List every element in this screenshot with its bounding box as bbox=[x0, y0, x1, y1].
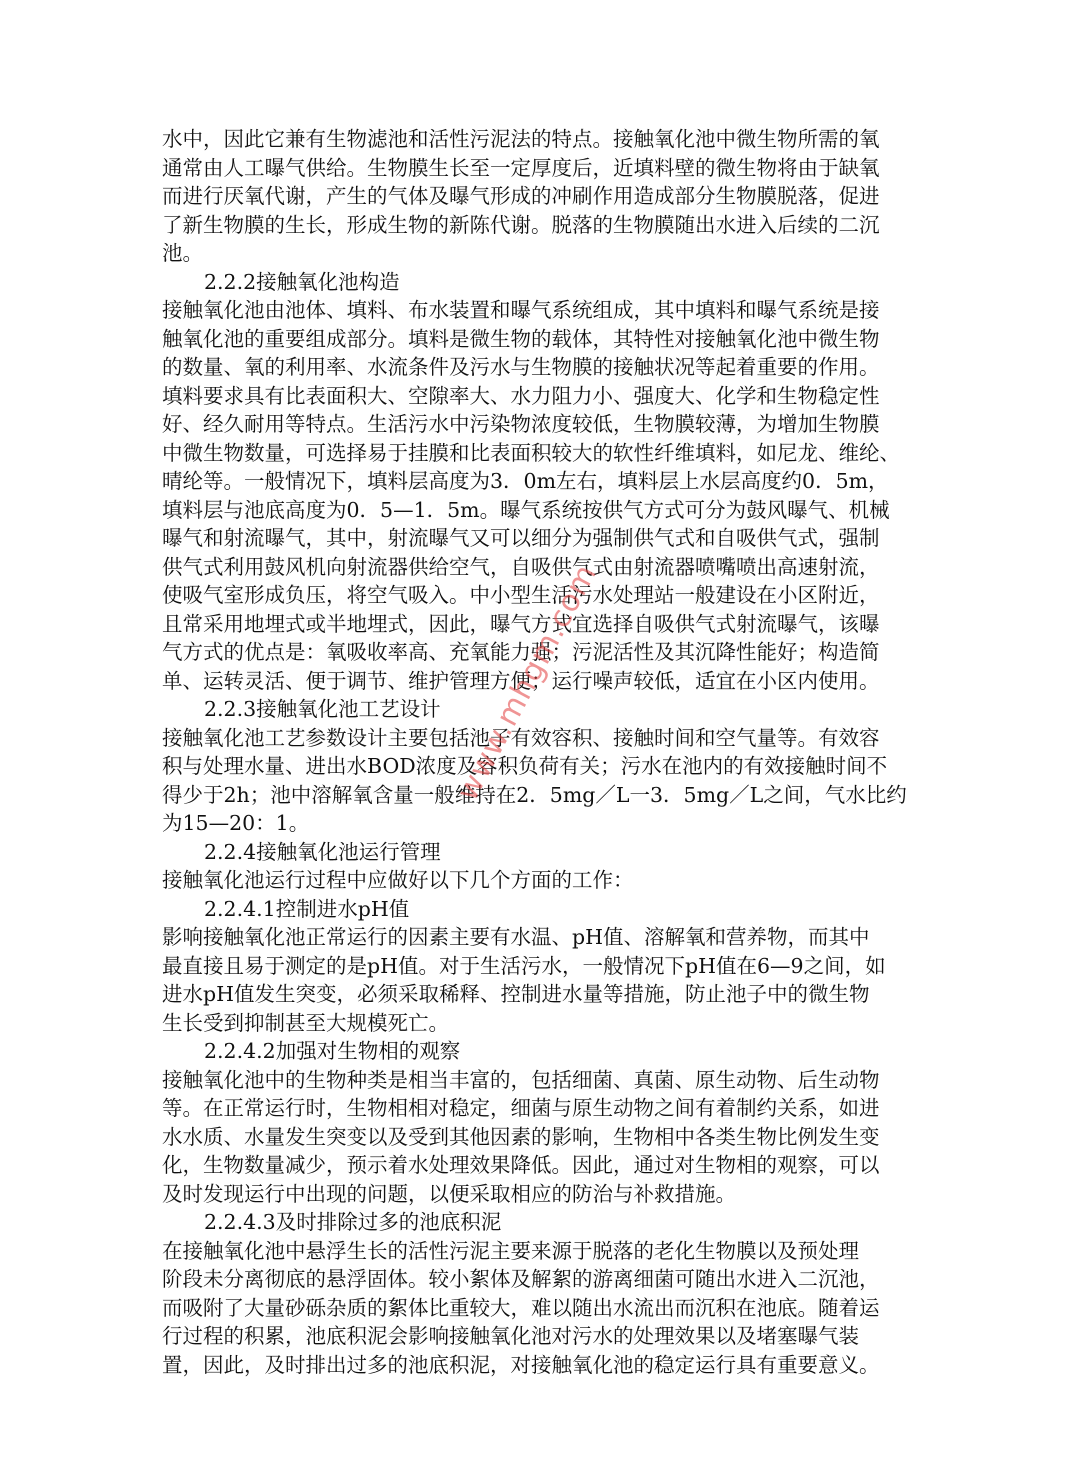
text-line: 气方式的优点是：氧吸收率高、充氧能力强；污泥活性及其沉降性能好；构造简 bbox=[162, 640, 880, 664]
text-line: 接触氧化池运行过程中应做好以下几个方面的工作： bbox=[162, 868, 634, 892]
text-line: 填料要求具有比表面积大、空隙率大、水力阻力小、强度大、化学和生物稳定性 bbox=[162, 383, 880, 408]
section-heading: 2.2.4.2加强对生物相的观察 bbox=[204, 1039, 461, 1063]
section-heading: 2.2.4.1控制进水pH值 bbox=[204, 896, 410, 921]
text-line: 填料层与池底高度为0．5—1．5m。曝气系统按供气方式可分为鼓风曝气、机械 bbox=[162, 497, 890, 522]
text-line: 接触氧化池由池体、填料、布水装置和曝气系统组成，其中填料和曝气系统是接 bbox=[162, 298, 880, 322]
text-line: 池。 bbox=[162, 241, 203, 265]
text-line: 行过程的积累，池底积泥会影响接触氧化池对污水的处理效果以及堵塞曝气装 bbox=[162, 1324, 859, 1348]
text-line: 在接触氧化池中悬浮生长的活性污泥主要来源于脱落的老化生物膜以及预处理 bbox=[162, 1238, 859, 1263]
text-line: 水中，因此它兼有生物滤池和活性污泥法的特点。接触氧化池中微生物所需的氧 bbox=[162, 127, 880, 151]
text-line: 且常采用地埋式或半地埋式，因此，曝气方式宜选择自吸供气式射流曝气，该曝 bbox=[162, 611, 880, 636]
text-line: 及时发现运行中出现的问题，以便采取相应的防治与补救措施。 bbox=[162, 1181, 736, 1206]
text-line: 水水质、水量发生突变以及受到其他因素的影响，生物相中各类生物比例发生变 bbox=[162, 1124, 880, 1149]
text-line: 触氧化池的重要组成部分。填料是微生物的载体，其特性对接触氧化池中微生物 bbox=[162, 326, 880, 351]
section-heading: 2.2.4接触氧化池运行管理 bbox=[204, 839, 441, 864]
text-line: 的数量、氧的利用率、水流条件及污水与生物膜的接触状况等起着重要的作用。 bbox=[162, 355, 880, 379]
text-line: 最直接且易于测定的是pH值。对于生活污水，一般情况下pH值在6—9之间，如 bbox=[162, 953, 886, 978]
text-line: 接触氧化池中的生物种类是相当丰富的，包括细菌、真菌、原生动物、后生动物 bbox=[162, 1067, 880, 1092]
watermark: www.mhgm.com bbox=[450, 558, 605, 807]
text-line: 而进行厌氧代谢，产生的气体及曝气形成的冲刷作用造成部分生物膜脱落，促进 bbox=[162, 184, 880, 208]
text-line: 阶段未分离彻底的悬浮固体。较小絮体及解絮的游离细菌可随出水进入二沉池， bbox=[162, 1267, 880, 1291]
text-line: 中微生物数量，可选择易于挂膜和比表面积较大的软性纤维填料，如尼龙、维纶、 bbox=[162, 440, 900, 465]
text-line: 得少于2h；池中溶解氧含量一般维持在2．5mg／L一3．5mg／L之间，气水比约 bbox=[162, 782, 907, 807]
text-line: 等。在正常运行时，生物相相对稳定，细菌与原生动物之间有着制约关系，如进 bbox=[162, 1096, 880, 1120]
text-line: 化，生物数量减少，预示着水处理效果降低。因此，通过对生物相的观察，可以 bbox=[162, 1153, 880, 1177]
section-heading: 2.2.3接触氧化池工艺设计 bbox=[204, 697, 441, 721]
text-line: 曝气和射流曝气，其中，射流曝气又可以细分为强制供气式和自吸供气式，强制 bbox=[162, 526, 880, 550]
text-line: 供气式利用鼓风机向射流器供给空气，自吸供气式由射流器喷嘴喷出高速射流， bbox=[162, 554, 880, 579]
text-line: 置，因此，及时排出过多的池底积泥，对接触氧化池的稳定运行具有重要意义。 bbox=[162, 1352, 880, 1377]
text-line: 好、经久耐用等特点。生活污水中污染物浓度较低，生物膜较薄，为增加生物膜 bbox=[162, 412, 880, 436]
text-line: 为15—20：1。 bbox=[162, 811, 310, 835]
text-line: 通常由人工曝气供给。生物膜生长至一定厚度后，近填料壁的微生物将由于缺氧 bbox=[162, 155, 880, 180]
text-line: 使吸气室形成负压，将空气吸入。中小型生活污水处理站一般建设在小区附近， bbox=[162, 583, 880, 607]
text-line: 晴纶等。一般情况下，填料层高度为3．0m左右，填料层上水层高度约0．5m， bbox=[162, 469, 889, 493]
document-body bbox=[162, 125, 912, 1379]
text-line: 单、运转灵活、便于调节、维护管理方便；运行噪声较低，适宜在小区内使用。 bbox=[162, 668, 880, 693]
text-line: 而吸附了大量砂砾杂质的絮体比重较大，难以随出水流出而沉积在池底。随着运 bbox=[162, 1295, 880, 1320]
text-line: 接触氧化池工艺参数设计主要包括池子有效容积、接触时间和空气量等。有效容 bbox=[162, 725, 880, 750]
section-heading: 2.2.4.3及时排除过多的池底积泥 bbox=[204, 1210, 502, 1234]
text-line: 生长受到抑制甚至大规模死亡。 bbox=[162, 1010, 449, 1035]
text-line: 进水pH值发生突变，必须采取稀释、控制进水量等措施，防止池子中的微生物 bbox=[162, 982, 870, 1006]
text-line: 影响接触氧化池正常运行的因素主要有水温、pH值、溶解氧和营养物，而其中 bbox=[162, 925, 870, 949]
text-line: 了新生物膜的生长，形成生物的新陈代谢。脱落的生物膜随出水进入后续的二沉 bbox=[162, 212, 880, 237]
text-line: 积与处理水量、进出水BOD浓度及容积负荷有关；污水在池内的有效接触时间不 bbox=[162, 754, 888, 778]
section-heading: 2.2.2接触氧化池构造 bbox=[204, 269, 400, 294]
